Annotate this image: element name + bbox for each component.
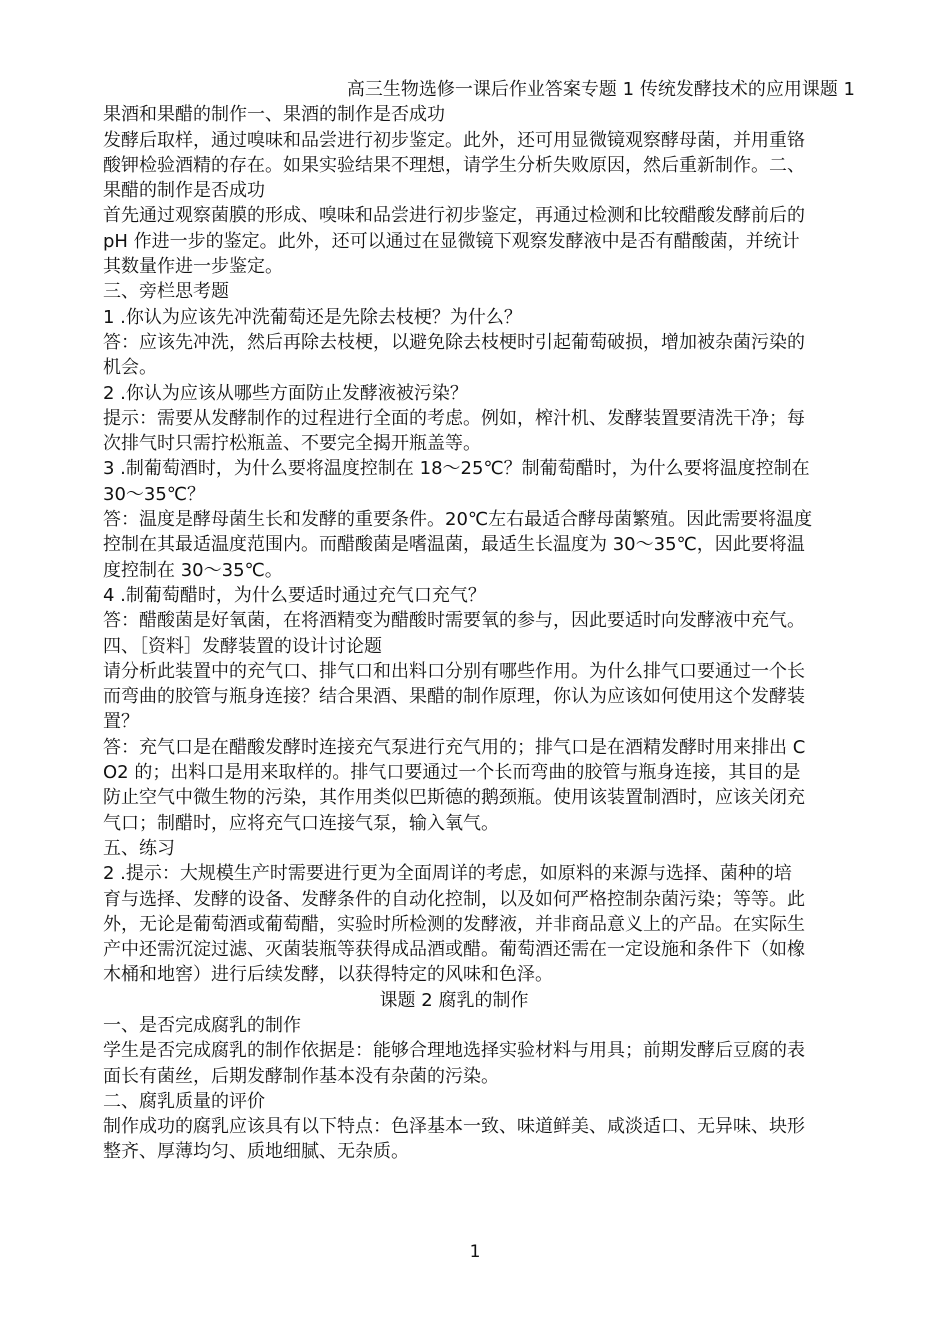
text-line: 答：充气口是在醋酸发酵时连接充气泵进行充气用的；排气口是在酒精发酵时用来排出 C bbox=[103, 736, 806, 758]
text-line: 面长有菌丝，后期发酵制作基本没有杂菌的污染。 bbox=[103, 1065, 499, 1087]
section-heading: 一、是否完成腐乳的制作 bbox=[103, 1014, 301, 1036]
text-line: 提示：需要从发酵制作的过程进行全面的考虑。例如，榨汁机、发酵装置要清洗干净；每 bbox=[103, 407, 805, 429]
section-heading: 四、［资料］发酵装置的设计讨论题 bbox=[103, 635, 382, 657]
question-line: 4 .制葡萄醋时，为什么要适时通过充气口充气？ bbox=[103, 584, 486, 606]
text-line: 首先通过观察菌膜的形成、嗅味和品尝进行初步鉴定，再通过检测和比较醋酸发酵前后的 bbox=[103, 205, 805, 227]
page-number: 1 bbox=[469, 1242, 481, 1262]
text-line: 制作成功的腐乳应该具有以下特点：色泽基本一致、味道鲜美、咸淡适口、无异味、块形 bbox=[103, 1116, 805, 1138]
section-heading: 二、腐乳质量的评价 bbox=[103, 1090, 265, 1112]
text-line: 酸钾检验酒精的存在。如果实验结果不理想，请学生分析失败原因，然后重新制作。二、 bbox=[103, 154, 805, 176]
section-heading: 三、旁栏思考题 bbox=[103, 281, 229, 303]
text-line: 次排气时只需拧松瓶盖、不要完全揭开瓶盖等。 bbox=[103, 433, 481, 455]
text-line: 木桶和地窖）进行后续发酵，以获得特定的风味和色泽。 bbox=[103, 964, 553, 986]
text-line: 其数量作进一步鉴定。 bbox=[103, 256, 283, 278]
text-line: 气口；制醋时，应将充气口连接气泵，输入氧气。 bbox=[103, 812, 499, 834]
question-line: 2 .你认为应该从哪些方面防止发酵液被污染？ bbox=[103, 382, 468, 404]
text-line: 度控制在 30～35℃。 bbox=[103, 559, 283, 581]
text-line: 整齐、厚薄均匀、质地细腻、无杂质。 bbox=[103, 1141, 409, 1163]
text-line: 答：醋酸菌是好氧菌，在将酒精变为醋酸时需要氧的参与，因此要适时向发酵液中充气。 bbox=[103, 610, 805, 632]
topic-title: 课题 2 腐乳的制作 bbox=[379, 989, 529, 1011]
text-line: 外，无论是葡萄酒或葡萄醋，实验时所检测的发酵液，并非商品意义上的产品。在实际生 bbox=[103, 913, 805, 935]
text-line: 发酵后取样，通过嗅味和品尝进行初步鉴定。此外，还可用显微镜观察酵母菌，并用重铬 bbox=[103, 129, 805, 151]
text-line: 而弯曲的胶管与瓶身连接？结合果酒、果醋的制作原理，你认为应该如何使用这个发酵装 bbox=[103, 686, 805, 708]
text-line: 防止空气中微生物的污染，其作用类似巴斯德的鹅颈瓶。使用该装置制酒时，应该关闭充 bbox=[103, 787, 805, 809]
text-line: 果醋的制作是否成功 bbox=[103, 180, 265, 202]
text-line: O2 的；出料口是用来取样的。排气口要通过一个长而弯曲的胶管与瓶身连接，其目的是 bbox=[103, 762, 801, 784]
section-heading: 五、练习 bbox=[103, 837, 175, 859]
text-line: 答：应该先冲洗，然后再除去枝梗，以避免除去枝梗时引起葡萄破损，增加被杂菌污染的 bbox=[103, 331, 805, 353]
text-line: 2 .提示：大规模生产时需要进行更为全面周详的考虑，如原料的来源与选择、菌种的培 bbox=[103, 863, 792, 885]
text-line: 果酒和果醋的制作一、果酒的制作是否成功 bbox=[103, 104, 445, 126]
question-line: 30～35℃？ bbox=[103, 483, 206, 505]
text-line: 请分析此装置中的充气口、排气口和出料口分别有哪些作用。为什么排气口要通过一个长 bbox=[103, 660, 805, 682]
text-line: 机会。 bbox=[103, 357, 157, 379]
text-line: pH 作进一步的鉴定。此外，还可以通过在显微镜下观察发酵液中是否有醋酸菌，并统计 bbox=[103, 230, 800, 252]
header-line: 高三生物选修一课后作业答案专题 1 传统发酵技术的应用课题 1 bbox=[346, 79, 855, 100]
text-line: 控制在其最适温度范围内。而醋酸菌是嗜温菌，最适生长温度为 30～35℃，因此要将温 bbox=[103, 534, 805, 556]
document-body bbox=[103, 77, 855, 1165]
text-line: 育与选择、发酵的设备、发酵条件的自动化控制，以及如何严格控制杂菌污染；等等。此 bbox=[103, 888, 805, 910]
text-line: 置？ bbox=[103, 711, 139, 733]
question-line: 3 .制葡萄酒时，为什么要将温度控制在 18～25℃？制葡萄醋时，为什么要将温度控制在 bbox=[103, 458, 810, 480]
text-line: 学生是否完成腐乳的制作依据是：能够合理地选择实验材料与用具；前期发酵后豆腐的表 bbox=[103, 1040, 805, 1062]
text-line: 答：温度是酵母菌生长和发酵的重要条件。20℃左右最适合酵母菌繁殖。因此需要将温度 bbox=[103, 509, 813, 531]
question-line: 1 .你认为应该先冲洗葡萄还是先除去枝梗？为什么？ bbox=[103, 306, 522, 328]
text-line: 产中还需沉淀过滤、灭菌装瓶等获得成品酒或醋。葡萄酒还需在一定设施和条件下（如橡 bbox=[103, 939, 805, 961]
